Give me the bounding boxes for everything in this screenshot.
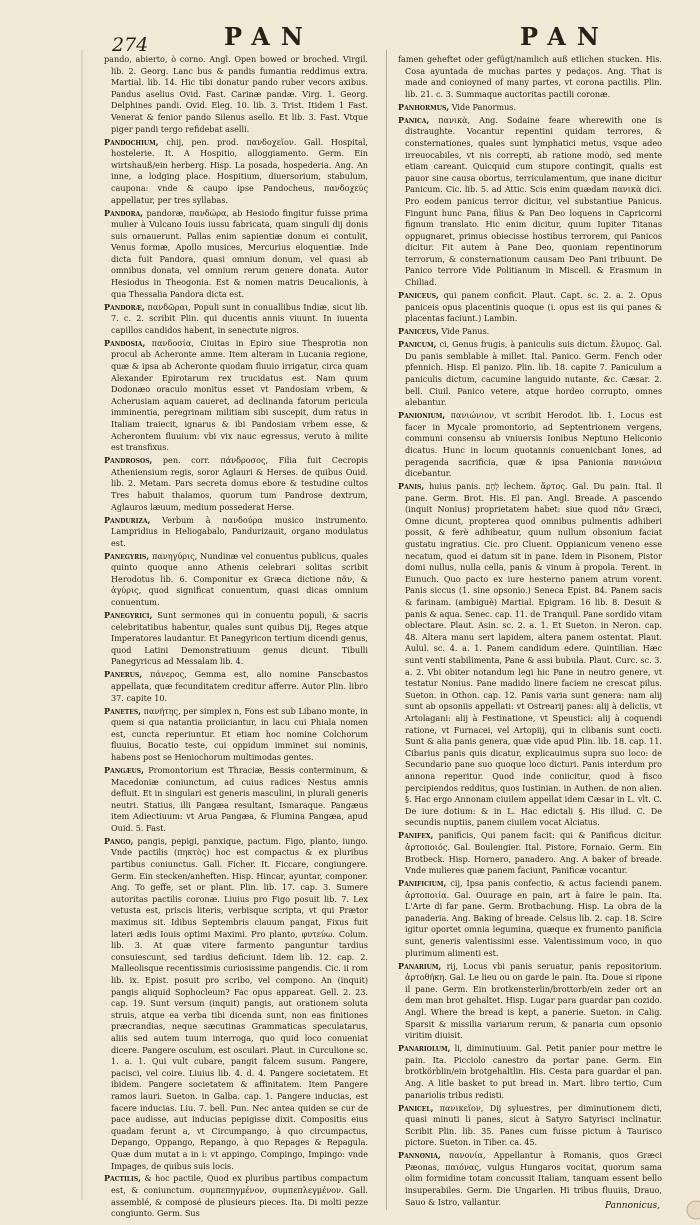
left-running-head: PAN <box>224 22 314 51</box>
entry-headword: Pandrosos, <box>104 455 153 466</box>
catchword: Pannonicus, <box>604 1201 660 1211</box>
entry-headword: Panis, <box>398 481 425 492</box>
dictionary-entry <box>398 961 662 1042</box>
entry-headword: Pactilis, <box>104 1173 141 1184</box>
entry-text: πανηγύρις, Nundinæ vel conuentus publicus, quales quinto quoque anno Athenis celebrari solitas scribit Herodotus lib. 6. Componitur ex Græca dictione πᾶν, & ἀγύρις, quod significat conuentum, quasi dicas omnium conuentum. <box>111 550 368 608</box>
left-column <box>104 54 369 1219</box>
entry-headword: Panegyrici, <box>104 610 153 621</box>
dictionary-entry <box>398 54 662 100</box>
entry-headword: Panarium, <box>398 960 442 971</box>
dictionary-entry <box>398 830 662 876</box>
entry-text: Vide Panormus. <box>451 101 517 112</box>
dictionary-entry <box>104 54 368 135</box>
entry-text: Sunt sermones qui in conuentu populi, & sacris celebritatibus habentur, quales sunt quibus Dij, Reges atque Imperatores laudantur. Et Panegyricon tertium dicendi genus, quod Latini Demonstratiuum genus dicunt. Tibulli Panegyricus ad Messalam lib. 4. <box>111 610 368 667</box>
entry-text: pangis, pepigi, panxique, pactum. Figo, planto, iungo. Vnde pactilis (πηκτὸς) hoc est compactus & ex pluribus partibus coniunctus. Gall. Ficher. It. Ficcare, congiungere. Germ. Ein stecken/anheften. Hisp. Hincar, ayuntar, componer. Ang. To geffe, set or plant. Plin. lib. 17. cap. 3. Sumere autoritas pactilis coronæ. Liuius pro Figo posuit lib. 7. Lex vetusta est, priscis literis, verbisque scripta, vt qui Prætor maximus sit. Idibus Septembris clauum pangat, Fixus fuit lateri ædis Iouis optimi Maximi. Pro planto, φυτεύω. Colum. lib. 3. At quæ vitere farmento panguntur tardius consuiescunt, sed tardius deficiunt. Idem lib. 12. cap. 2. Malleolisque recentissimis curiosissime pangendis. Cic. ii rom lib. ix. Epist. posuit pro scribo, vel compono. An (inquit) pangis aliquid Sophocleum? Fac opus appareat. Gell. 2. 23. cap. 19. Sunt versum (inquit) pangis, aut orationem soluta struis, atque ea verba tibi dicenda sunt, non eas finitiones præcrandias, neque sæcutinas Grammaticas speculatarus, aliis sed autem tuum interroga, quo quid loco conueniat dicere. Pangere osculum, est osculari. Plaut. in Curculione sc. 1. a. 1. Qui vult cubare, pangit falcem susum. Pangere, pacisci, vel coire. Liuius lib. 4. d. 4. Pangere societatem. Et ibidem. Pangere societatem & affinitatem. Item Pangere ramos lauri. Sueton. in Galba. cap. 1. Pangere inducias, est facere inducias. Liu. 7. bell. Pun. Nec antea quiden se cur de pace audisse, aut inducias pepigisse dixit. Compositis eius quadam ferunt a, vt Circumpango, à quo circumpactus, Depango, Oppango, Repango, à quo Repages & Repagula. Quæ dum mutat a in i: vt appingo, Compingo, Impingo: vnde Impages, de quibus suis locis. <box>111 835 369 1171</box>
entry-headword: Pannonia, <box>398 1150 441 1161</box>
entry-headword: Panifex, <box>398 830 434 841</box>
entry-text: Vide Panus. <box>441 326 490 337</box>
page-number: 274 <box>112 34 149 56</box>
entry-text: πανδῶραι, Populi sunt in conuallibus Indiæ, sicut lib. 7. c. 2. scribit Plin. qui ducentis annis viuunt. In iuuenta capillos candidos habent, in senectute nigros. <box>111 301 368 335</box>
column-divider <box>386 50 387 1210</box>
entry-text: qui panem conficit. Plaut. Capt. sc. 2. a. 2. Opus paniceis opus placentinis quoque (i. opus est iis qui panes & placentas faciunt.) Lambin. <box>405 290 662 324</box>
entry-headword: Panificium, <box>398 878 447 889</box>
entry-headword: Panerus, <box>104 669 143 680</box>
dictionary-entry <box>398 481 662 829</box>
dictionary-entry <box>398 878 662 959</box>
entry-headword: Panicel, <box>398 1102 434 1113</box>
entry-text: Promontorium est Thraciæ, Bessis conterminum, & Macedoniæ coniunctum, ad cuius radices Nestus amnis defluit. Et in singulari est generis masculini, in plurali generis neutri. Statius, illi Pangæa resultant, Ismaraque. Pangæus item Adiectiuum: vt Arua Pangæa, & Flumina Pangæa, apud Ouid. 5. Fast. <box>111 764 368 833</box>
entry-text: rij, Locus vbi panis seruatur, panis repositorium. ἀρτοθήκη. Gal. Le lieu ou on garde le pain. Ita. Doue si ripone il pane. Germ. Ein brotkensterlin/brottorb/ein zeder ort an dem man brot gehaltet. Hisp. Lugar para guardar pan cozido. Angl. Where the bread is kept, a panerie. Sueton. in Calig. Sparsit & missilia variarum rerum, & panaria cum opsonio viritim diuisit. <box>405 960 662 1041</box>
dictionary-entry <box>104 610 368 668</box>
dictionary-entry <box>104 302 368 337</box>
entry-text: famen geheftet oder gefügt/namlich auß etlichen stucken. His. Cosa ayuntada de muchas partes y pedaços. Ang. That is made and conioyned of many partes, vt corona pactilis. Plin. lib. 21. c. 3. Summaque auctoritas pactili coronæ. <box>398 54 662 99</box>
dictionary-entry <box>104 338 368 454</box>
entry-text: li, diminutiuum. Gal. Petit panier pour mettre le pain. Ita. Picciolo canestro da portar pane. Germ. Ein brotkörblin/ein brotgehaltlin. His. Cesta para guardar el pan. Ang. A litle basket to put bread in. Mart. libro tertio, Cum panariolis tribus redisti. <box>405 1043 663 1100</box>
entry-headword: Pangæus, <box>104 764 144 775</box>
entry-headword: Panariolum, <box>398 1043 451 1054</box>
entry-headword: Paniceus, <box>398 326 439 337</box>
entry-text: & hoc pactile, Quod ex pluribus partibus compactum est, & coniunctum. συμπεπηγμένον, συμπεπλεγμένον. Gall. assemblé, & composé de plusieurs pieces. Ita. Di molti pezze congiunto. Germ. Sus <box>111 1173 368 1219</box>
dictionary-entry <box>398 339 662 409</box>
dictionary-entry <box>398 102 662 114</box>
entry-text: cij, Ipsa panis confectio, & actus faciendi panem. ἀρτοποιία. Gal. Ouurage en pain, art à faire le pain. Ita. L'Arte di far pane. Germ. Brotbachung. Hisp. La obra de la panaderia. Ang. Baking of breade. Celsus lib. 2. cap. 18. Scire igitur oportet omnia legumina, quæque ex frumento panificia sunt, generis valentissimi esse. Valentissimum voco, in quo plurimum alimenti est. <box>405 878 662 958</box>
entry-headword: Pandoræ, <box>104 301 145 312</box>
entry-text: πανιώνιον, vt scribit Herodot. lib. 1. Locus est facer in Mycale promontorio, ad Septentrionem vergens, communi consensu ab vniuersis Ionibus Neptuno Heliconio dicatus. Hunc in locum quotannis conuenicbant Iones, ad peragenda sacrificia, quæ & ipsa Panionia πανιώνια dicebantur. <box>405 410 662 479</box>
dictionary-entry <box>398 1103 662 1149</box>
entry-text: πανδοσία, Ciuitas in Epiro siue Thesprotia non procul ab Acheronte amne. Item alteram in Lucania regione, quæ & ipsa ab Acheronte quodam fluuio irrigatur, circa quam Alexander Epirotarum rex trucidatus est. Nam quum Dodonæo oraculo monitus esset vt Pandosiam vrbem, & Acherusiam aquam caueret, ad declinanda fatorum pericula imminentia, peregrinam militiam sibi suscepit, dum ratus in Italiam traiecit, ignarus & ibi Pandosiam vrbem esse, & Acherontem fluuium: vbi vix nauc egressus, veruto à milite est transfixus. <box>111 337 368 453</box>
entry-headword: Panionium, <box>398 410 446 421</box>
page-corner-icon <box>687 1201 700 1219</box>
entry-headword: Panduriza, <box>104 514 151 525</box>
entry-headword: Panegyris, <box>104 550 150 561</box>
entry-headword: Panica, <box>398 114 430 125</box>
entry-text: pandoræ, πανδώρα, ab Hesiodo fingitur fuisse prima mulier à Vulcano Iouis iussu fabricata, quam singuli dij donis suis ornauerunt. Pallas enim sapientiæ donum ei contulit, Venus formæ, Apollo musices, Mercurius eloquentiæ. Inde dicta fuit Pandora, quasi omnium donum, vel quasi ab omnibus donata, vel omnium rerum genere donata. Autor Hesiodus in Theogonia. Est & nomen matris Deucalionis, à qua Thessalia Pandora dicta est. <box>111 207 368 299</box>
entry-text: πανήτης, per simplex n, Fons est sub Libano monte, in quem si qua natantia proiiciantur, in lacu cui Phiala nomen est, cuncta reperiuntur. Et etiam hoc nomine Colchorum fluuius, Bocatio teste, cui oppidum imminet sui nominis, habens post se Heniochorum multimodas gentes. <box>111 705 368 762</box>
entry-headword: Pandochium, <box>104 136 159 147</box>
entry-text: Verbum à πανδούρα musico instrumento. Lampridius in Heliogabalo, Pandurizauit, organo modulatus est. <box>111 514 368 548</box>
entry-headword: Panicum, <box>398 339 437 350</box>
dictionary-entry <box>398 115 662 289</box>
dictionary-entry <box>104 669 368 704</box>
dictionary-entry <box>104 706 368 764</box>
dictionary-entry <box>398 290 662 325</box>
entry-text: πανονία, Appellantur à Romanis, quos Græci Pæonas, παιόνας, vulgus Hungaros vocitat, quorum sama olim formidine totam concussit Italiam, tanquam essent bello insuperabiles. Germ. Die Ungarlen. Hi tribus fluuiis, Drauo, Sauo & Istro, vallantur. <box>405 1150 662 1207</box>
dictionary-entry <box>104 137 368 207</box>
dictionary-entry <box>104 1173 368 1219</box>
entry-text: chij, pen. prod. πανδοχεῖον. Gall. Hospital, hostelerie. It. A Hospitio, alloggiamento. Germ. Ein wirtshauß/ein herberg. Hisp. La posada, hospederia. Ang. An inne, a lodging place. Hospitium, diuersorium, stabulum, caupona: vnde & caupo ipse Pandocheus, πανδοχεύς appellatur, per tres syllabas. <box>111 136 368 205</box>
dictionary-entry <box>104 836 368 1172</box>
entry-text: huius panis. לֶחֶם lechem. ἄρτος. Gal. Du pain. Ital. Il pane. Germ. Brot. His. El pan. Angl. Breade. A pascendo (inquit Nonius) proprietatem habet: siue quod πᾶν Græci, Omne dicunt, propterea quod omnibus pulmentis adhiberi possit, & ferè adhibeatur, quum nullum obsonium faciat gustatu ingratius. Cic. pro Cluent. Oppianicum veneno esse necatum, quod ei datum sit in pane. Idem in Pisonem, Pistor domi nullus, nulla cella, panis & vinum à propola. Terent. in Eunuch. Quo pacto ex iure hesterno panem atrum vorent. Panis siccus (1. sine opsonio.) Seneca Epist. 84. Panem sacis & farinam. (ambiguè) Martial. Epigram. 16 lib. 8. Desuit & panis & aqua. Senec. cap. 11. de Tranquil. Pane sordido vitam oblectare. Plaut. Asin. sc. 2. a. 1. Et Sueton. in Neron. cap. 48. Altera manu sert lapidem, altera panem ostentat. Plaut. Aulul. sc. 4. a. 1. Panem candidum edere. Quintilian. Hæc sunt venti stabilimenta, Pane & assi bubula. Plaut. Curc. sc. 3. a. 2. Vbi obiter notandum legi hic Pane in neutro genere, vt testatur Nonius. Pane madido linere faciem ne crescat pilus. Sueton. in Othon. cap. 12. Panis varia sunt genera: nam alij sunt ab opsoniis appellati: vt Ostrearij panes: alij à deliciis, vt Artolagani: alij à Festinatione, vt Speustici: alij à coquendi ratione, vt Furnacei, vel Artopiij, qui in clibanis sunt cocti. Sunt & alia panis genera, quæ vide apud Plin. lib. 18. cap. 11. Cibarius panis quis dicatur, explicauimus supra suo loco: de Secundario pane suo quoque loco dicturi. Panis interdum pro annona reperitur. Quod inde coniicitur, quod à fisco percipiendos redditus, quos Iustinian. in Authen. de non alien. §. Hac ergo Annonam ciuilem appellat idem Cæsar in L. vlt. C. De iure dotium: & in L. Hac edictali §. His illud. C. De secundis nuptiis, panem ciuilem vocat Alciatus. <box>405 481 663 828</box>
entry-text: pando, abierto, ò corno. Angl. Open bowed or broched. Virgil. lib. 2. Georg. Lanc bus & pandis fumantia reddimus extra. Martial. lib. 14. Hic tibi donatur pando ruber vecors axibus. Pandus aselius Ovid. Fast. Carinæ pandæ. Virg. 1. Georg. Delphines pandi. Ovid. Eleg. 10. lib. 3. Trist. Itidem 1 Fast. Venerat & fenior pando Silenus asello. Et lib. 3. Fast. Vtque piger pandi tergo refidebat aselli. <box>104 54 368 134</box>
dictionary-entry <box>104 515 368 550</box>
entry-text: πάνερος, Gemma est, alio nomine Panscbastos appellata, quæ fecunditatem creditur afferre. Autor Plin. libro 37. capite 10. <box>111 669 368 703</box>
entry-text: pen. corr. πάνδροσος, Filia fuit Cecropis Atheniensium regis, soror Aglauri & Herses. de quibus Ouid. lib. 2. Metam. Pars secreta domus ebore & testudine cultos Tres habuit thalamos, quorum tum Pandrose dextrum, Aglauros læuum, medium possederat Herse. <box>111 455 368 512</box>
dictionary-entry <box>104 765 368 835</box>
entry-headword: Panhormus, <box>398 101 450 112</box>
dictionary-entry <box>398 1150 662 1208</box>
dictionary-entry <box>104 551 368 609</box>
entry-text: ci, Genus frugis, à paniculis suis dictum. ἔλυμος. Gal. Du panis semblable à millet. Ital. Panico. Germ. Fench oder pfennich. Hisp. El panizo. Plin. lib. 18. capite 7. Paniculum a paniculis dictum, cacumine languido nutante, &c. Cæsar. 2. bell. Ciuil. Panico vetere, atque hordeo corrupto, omnes alebantur. <box>405 339 662 408</box>
dictionary-entry <box>104 455 368 513</box>
dictionary-entry <box>104 208 368 301</box>
entry-headword: Pango, <box>104 835 134 846</box>
entry-text: panificis, Qui panem facit: qui & Panificus dicitur. ἀρτοποιός. Gal. Boulengier. Ital. Pistore, Fornaio. Germ. Ein Brotbeck. Hisp. Hornero, panadero. Ang. A baker of breade. Vnde mulieres quæ panem faciunt, Panificæ vocantur. <box>405 830 662 876</box>
entry-headword: Paniceus, <box>398 290 439 301</box>
entry-text: πανικεῖον, Dij syluestres, per diminutionem dicti, quasi minuti li panes, sicut à Satyro Satyrisci inclinatur. Scribit Plin. lib. 35. Panes cum fuisse pictum à Taurisco pictore. Sueton. in Tiber. ca. 45. <box>405 1102 663 1148</box>
entry-headword: Panetes, <box>104 705 141 716</box>
right-running-head: PAN <box>520 22 610 51</box>
entry-headword: Pandora, <box>104 207 144 218</box>
dictionary-entry <box>398 326 662 338</box>
entry-text: πανικὰ, Ang. Sodaine feare wherewith one is distraughte. Vocantur repentini quidam terrores, & consternationes, quales sunt lymphatici metus, vsque adeo irreuocabiles, vt nis correpti, ab ratione modò, sed mente etiam careant. Quicquid cum stupore contingit, qualis est pauor sine causa obortus, terriculamentum, que inane dicitur Panicum. Cic. lib. 5. ad Attic. Scis enim quædam πανικὰ dici. Pro eodem panicus terror dicitur, vel substantiue Panicus. Fingunt hunc Pana, filius & Pan Deo loquens in Capricorni fignum translato. Hic enim dicitur, quum Iupiter Titanas oppugnaret, primus obiecisse hostibus terrorem, qui Panicos dicitur. Fit autem à Pane Deo, quoniam repentinorum terrorum, & consternationum causam Deo Pani tribuunt. De Panico terrore Vide Politianum in Miscell. & Erasmum in Chiliad. <box>405 114 662 288</box>
entry-headword: Pandosia, <box>104 337 146 348</box>
dictionary-entry <box>398 410 662 480</box>
dictionary-entry <box>398 1043 662 1101</box>
